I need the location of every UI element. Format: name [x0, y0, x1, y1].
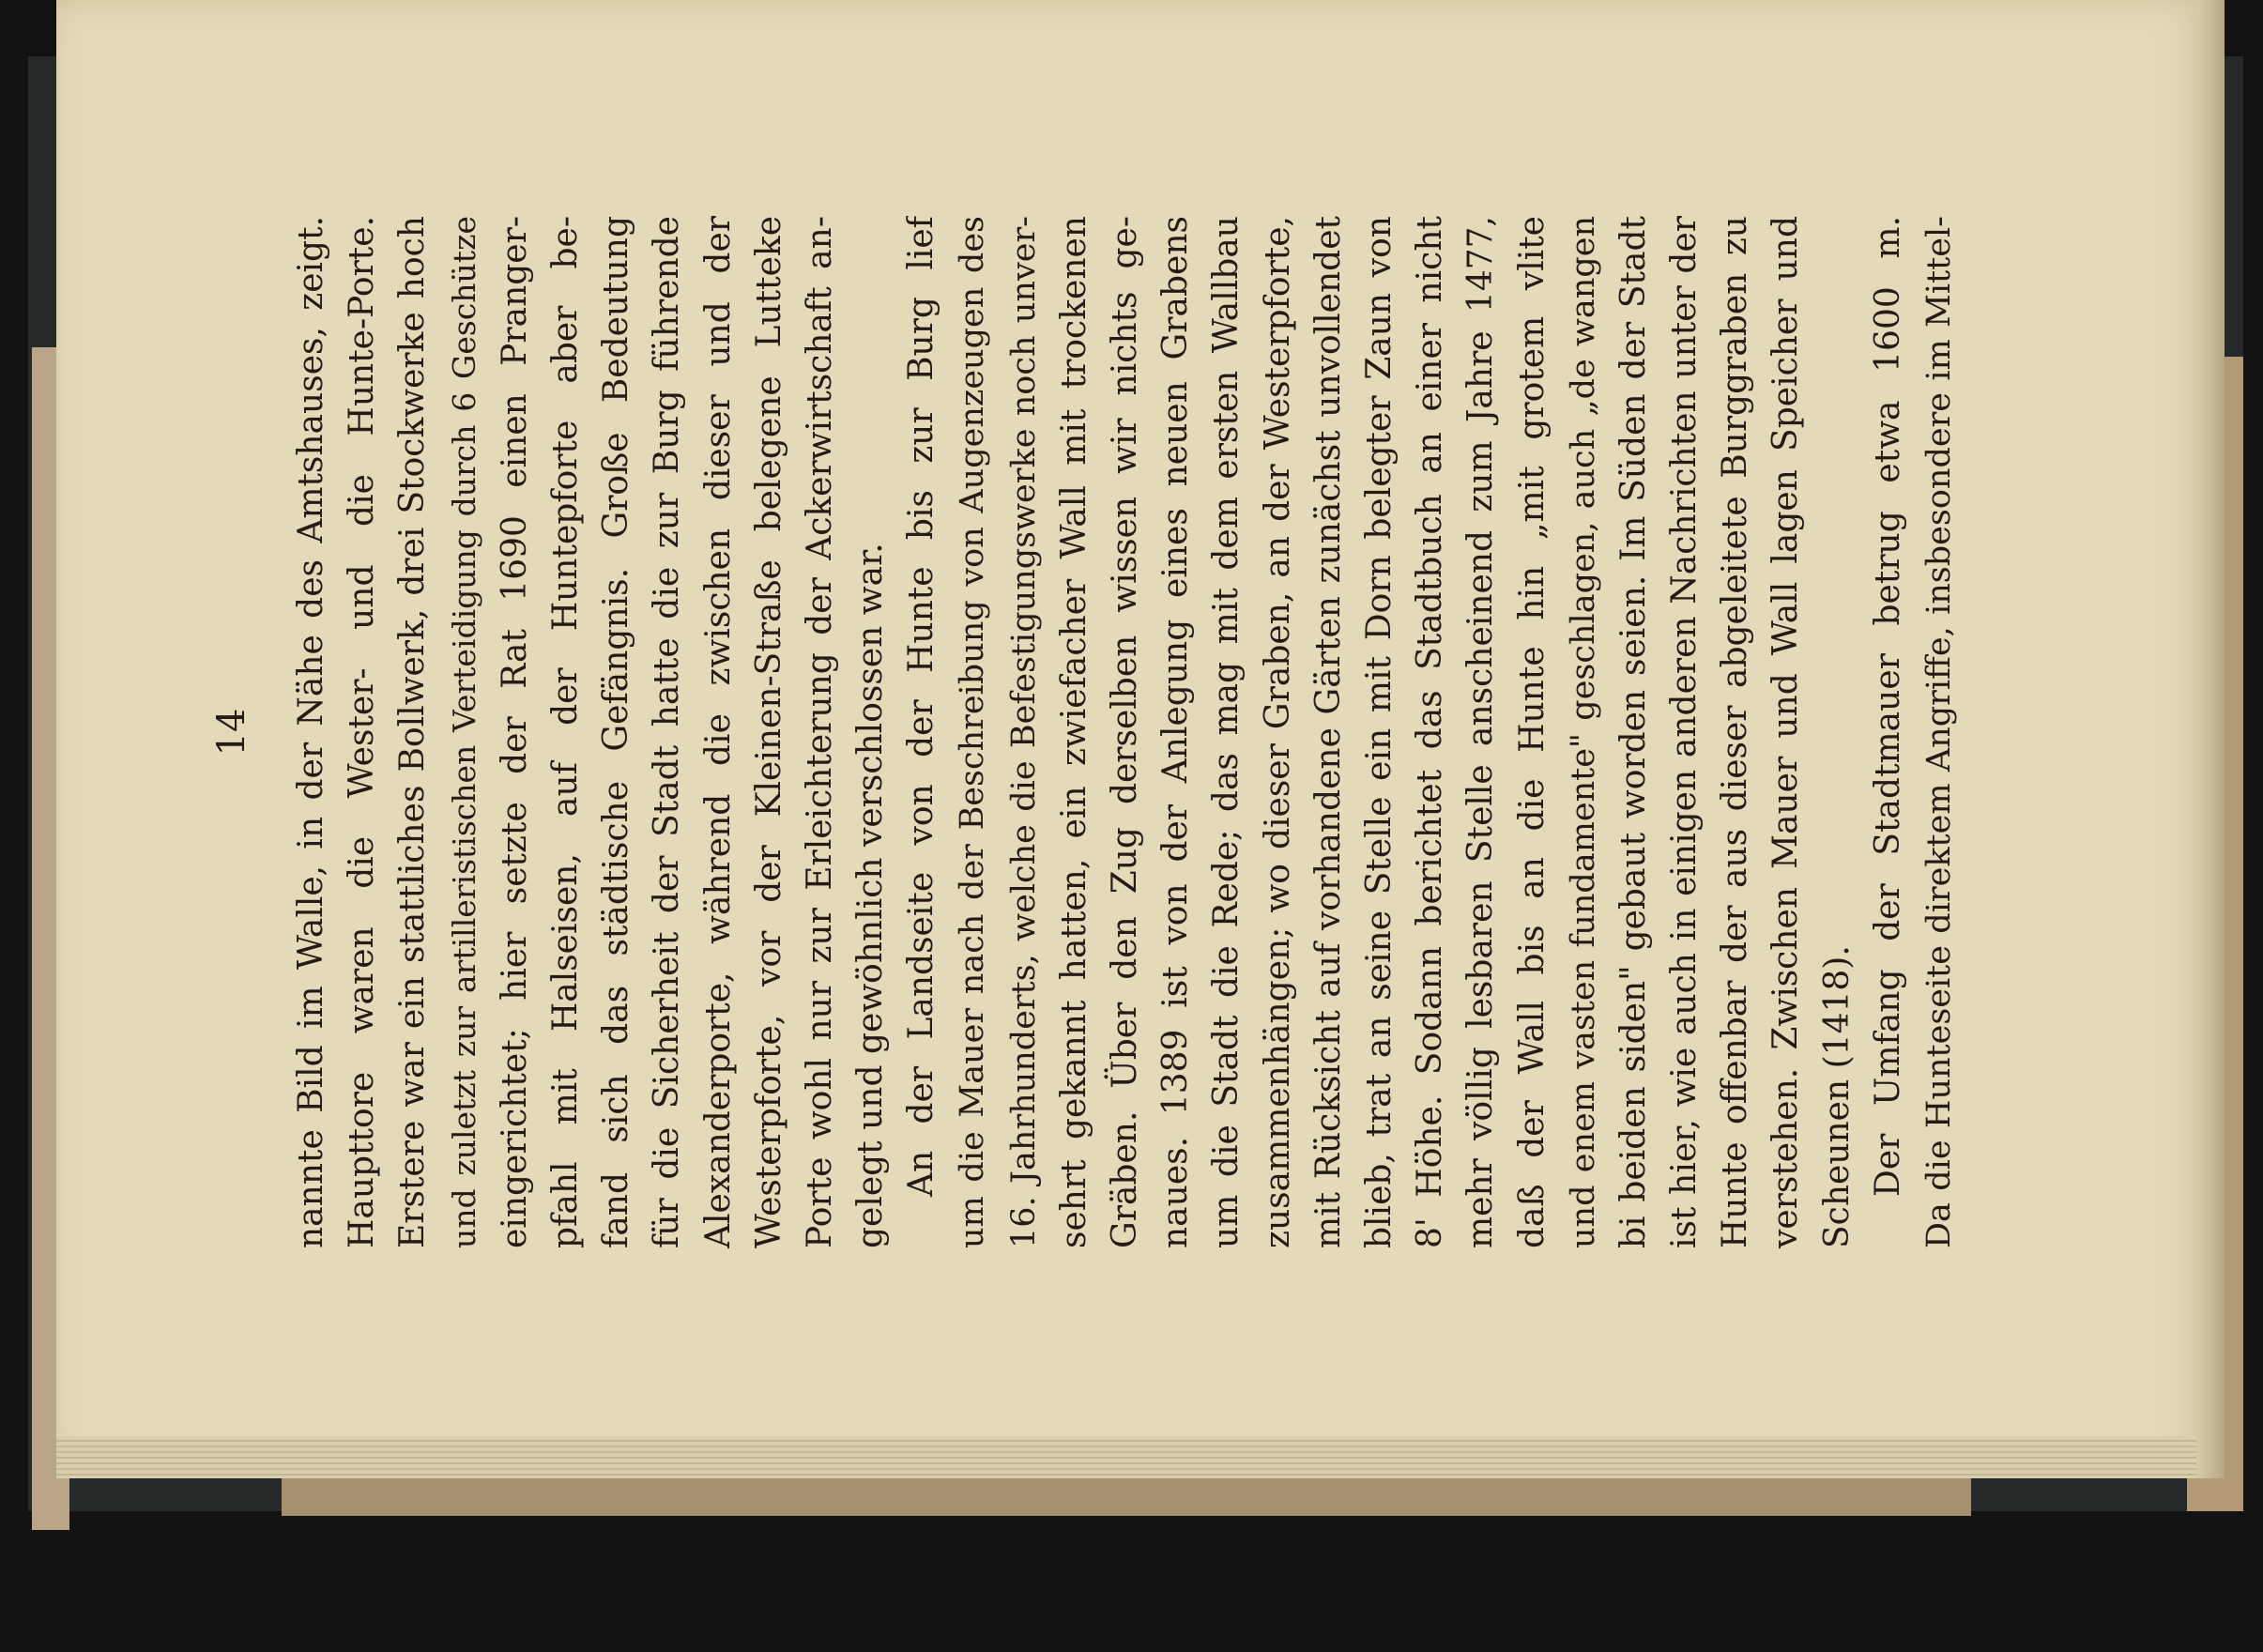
page-stack-edge: [56, 1436, 2220, 1478]
text-line: für die Sicherheit der Stadt hatte die zur Burg führende: [648, 216, 687, 1248]
text-line: und zuletzt zur artilleristischen Verteidigung durch 6 Geschütze: [445, 216, 482, 1248]
text-line: zusammenhängen; wo dieser Graben, an der Westerpforte,: [1258, 216, 1297, 1248]
text-line: Westerpforte, vor der Kleinen-Straße belegene Lutteke: [749, 216, 788, 1248]
text-line: gelegt und gewöhnlich verschlossen war.: [851, 543, 891, 1248]
text-line: 8' Höhe. Sodann berichtet das Stadtbuch an einer nicht: [1411, 216, 1450, 1248]
body-text: [286, 216, 1965, 1248]
text-line: mit Rücksicht auf vorhandene Gärten zunächst unvollendet: [1308, 216, 1348, 1248]
text-line: bi beiden siden" gebaut worden seien. Im Süden der Stadt: [1613, 216, 1653, 1248]
text-line: daß der Wall bis an die Hunte hin „mit grotem vlite: [1512, 216, 1552, 1248]
binding-gutter: [2196, 0, 2225, 1478]
text-line: um die Stadt die Rede; das mag mit dem ersten Wallbau: [1207, 216, 1246, 1248]
text-line: Da die Hunteseite direktem Angriffe, insbesondere im Mittel-: [1920, 216, 1958, 1248]
text-line: Haupttore waren die Wester- und die Hunte-Porte.: [343, 216, 382, 1248]
page-number: 14: [210, 708, 253, 757]
rotated-text-block: [210, 216, 1958, 1248]
text-line: sehrt gekannt hatten, ein zwiefacher Wall mit trockenen: [1054, 216, 1093, 1248]
text-line: blieb, trat an seine Stelle ein mit Dorn belegter Zaun von: [1359, 216, 1399, 1248]
text-line: mehr völlig lesbaren Stelle anscheinend zum Jahre 1477,: [1461, 216, 1501, 1248]
text-line: Der Umfang der Stadtmauer betrug etwa 1600 m.: [1868, 216, 1907, 1197]
text-line: An der Landseite von der Hunte bis zur Burg lief: [902, 216, 941, 1197]
text-line: naues. 1389 ist von der Anlegung eines neuen Grabens: [1156, 216, 1196, 1248]
text-line: Scheunen (1418).: [1817, 945, 1857, 1248]
text-line: und enem vasten fundamente" geschlagen, auch „de wangen: [1564, 216, 1602, 1248]
text-line: um die Mauer nach der Beschreibung von Augenzeugen des: [954, 216, 992, 1248]
text-line: Alexanderporte, während die zwischen dieser und der: [698, 216, 738, 1248]
text-line: nannte Bild im Walle, in der Nähe des Amtshauses, zeigt.: [292, 216, 330, 1248]
text-line: pfahl mit Halseisen, auf der Huntepforte aber be-: [545, 216, 585, 1248]
cover-edge-bottom: [282, 1478, 1971, 1516]
text-line: verstehen. Zwischen Mauer und Wall lagen Speicher und: [1766, 216, 1806, 1248]
text-line: 16. Jahrhunderts, welche die Befestigungswerke noch unver-: [1004, 216, 1043, 1248]
text-line: Gräben. Über den Zug derselben wissen wir nichts ge-: [1106, 216, 1144, 1248]
text-line: eingerichtet; hier setzte der Rat 1690 einen Pranger-: [495, 216, 534, 1248]
text-line: ist hier, wie auch in einigen anderen Nachrichten unter der: [1665, 216, 1705, 1248]
text-line: Erstere war ein stattliches Bollwerk, drei Stockwerke hoch: [393, 216, 433, 1248]
text-line: Hunte offenbar der aus dieser abgeleitete Burggraben zu: [1716, 216, 1755, 1248]
text-line: Porte wohl nur zur Erleichterung der Ackerwirtschaft an-: [800, 216, 839, 1248]
text-line: fand sich das städtische Gefängnis. Große Bedeutung: [597, 216, 636, 1248]
